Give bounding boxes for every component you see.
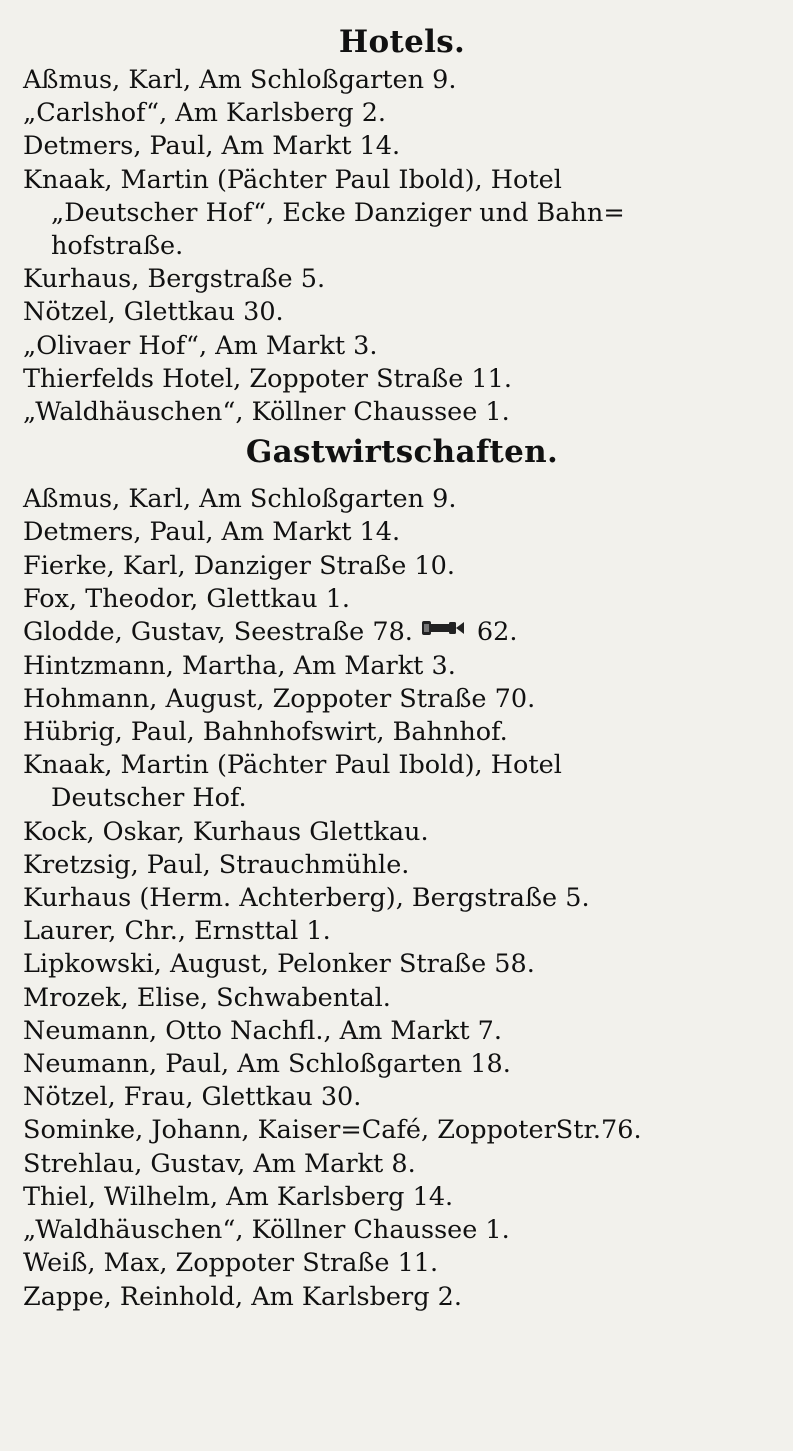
entry-line-continued: „Deutscher Hof“, Ecke Danziger und Bahn=	[51, 197, 625, 228]
hotels-heading: Hotels.	[338, 24, 466, 60]
gastwirtschaften-heading: Gastwirtschaften.	[245, 434, 559, 471]
hotel-entry: Thierfelds Hotel, Zoppoter Straße 11.	[23, 363, 512, 394]
hotels-section	[23, 16, 781, 429]
gastwirtschaften-section	[23, 429, 781, 1313]
inn-entry: Hübrig, Paul, Bahnhofswirt, Bahnhof.	[23, 717, 508, 748]
inn-entry: Neumann, Otto Nachfl., Am Markt 7.	[23, 1015, 503, 1046]
inn-entry: Neumann, Paul, Am Schloßgarten 18.	[23, 1049, 511, 1080]
hotel-entry: Detmers, Paul, Am Markt 14.	[23, 131, 401, 162]
entry-text: Glodde, Gustav, Seestraße 78.	[23, 617, 413, 648]
inn-entry: Sominke, Johann, Kaiser=Café, ZoppoterStr.76.	[23, 1115, 642, 1146]
inn-entry: Mrozek, Elise, Schwabental.	[23, 982, 391, 1013]
inn-entry: Hohmann, August, Zoppoter Straße 70.	[23, 683, 536, 714]
entry-line-continued: hofstraße.	[51, 231, 184, 262]
telephone-icon	[421, 614, 471, 647]
inn-entry: Fierke, Karl, Danziger Straße 10.	[23, 550, 455, 581]
inn-entry-with-phone	[23, 616, 781, 650]
inn-entry: Kock, Oskar, Kurhaus Glettkau.	[23, 816, 429, 847]
phone-number: 62.	[476, 617, 518, 648]
hotel-entry: Aßmus, Karl, Am Schloßgarten 9.	[23, 65, 457, 95]
inn-entry: Kretzsig, Paul, Strauchmühle.	[23, 849, 410, 880]
inn-entry: Detmers, Paul, Am Markt 14.	[23, 517, 401, 548]
hotel-entry: Kurhaus, Bergstraße 5.	[23, 264, 326, 295]
inn-entry: Strehlau, Gustav, Am Markt 8.	[23, 1148, 416, 1179]
inn-entry: Hintzmann, Martha, Am Markt 3.	[23, 650, 456, 681]
entry-line-continued: Deutscher Hof.	[51, 783, 247, 814]
inn-entry: Nötzel, Frau, Glettkau 30.	[23, 1082, 362, 1113]
hotel-entry: „Olivaer Hof“, Am Markt 3.	[23, 330, 378, 361]
inn-entry: Lipkowski, August, Pelonker Straße 58.	[23, 949, 535, 980]
inn-entry: Zappe, Reinhold, Am Karlsberg 2.	[23, 1281, 462, 1312]
entry-line: Knaak, Martin (Pächter Paul Ibold), Hotel	[23, 750, 562, 781]
inn-entry: Kurhaus (Herm. Achterberg), Bergstraße 5.	[23, 883, 590, 914]
inn-entry: „Waldhäuschen“, Köllner Chaussee 1.	[23, 1215, 510, 1246]
hotel-entry-multiline	[23, 164, 781, 264]
hotel-entry: „Carlshof“, Am Karlsberg 2.	[23, 98, 387, 129]
inn-entry: Aßmus, Karl, Am Schloßgarten 9.	[23, 484, 457, 515]
inn-entry: Laurer, Chr., Ernsttal 1.	[23, 916, 331, 947]
inn-entry-multiline	[23, 749, 781, 815]
entry-line: Knaak, Martin (Pächter Paul Ibold), Hotel	[23, 164, 562, 195]
hotel-entry: Nötzel, Glettkau 30.	[23, 297, 284, 328]
inn-entry: Thiel, Wilhelm, Am Karlsberg 14.	[23, 1181, 454, 1212]
inn-entry: Weiß, Max, Zoppoter Straße 11.	[23, 1248, 439, 1279]
inn-entry: Fox, Theodor, Glettkau 1.	[23, 583, 351, 614]
hotel-entry: „Waldhäuschen“, Köllner Chaussee 1.	[23, 397, 510, 428]
